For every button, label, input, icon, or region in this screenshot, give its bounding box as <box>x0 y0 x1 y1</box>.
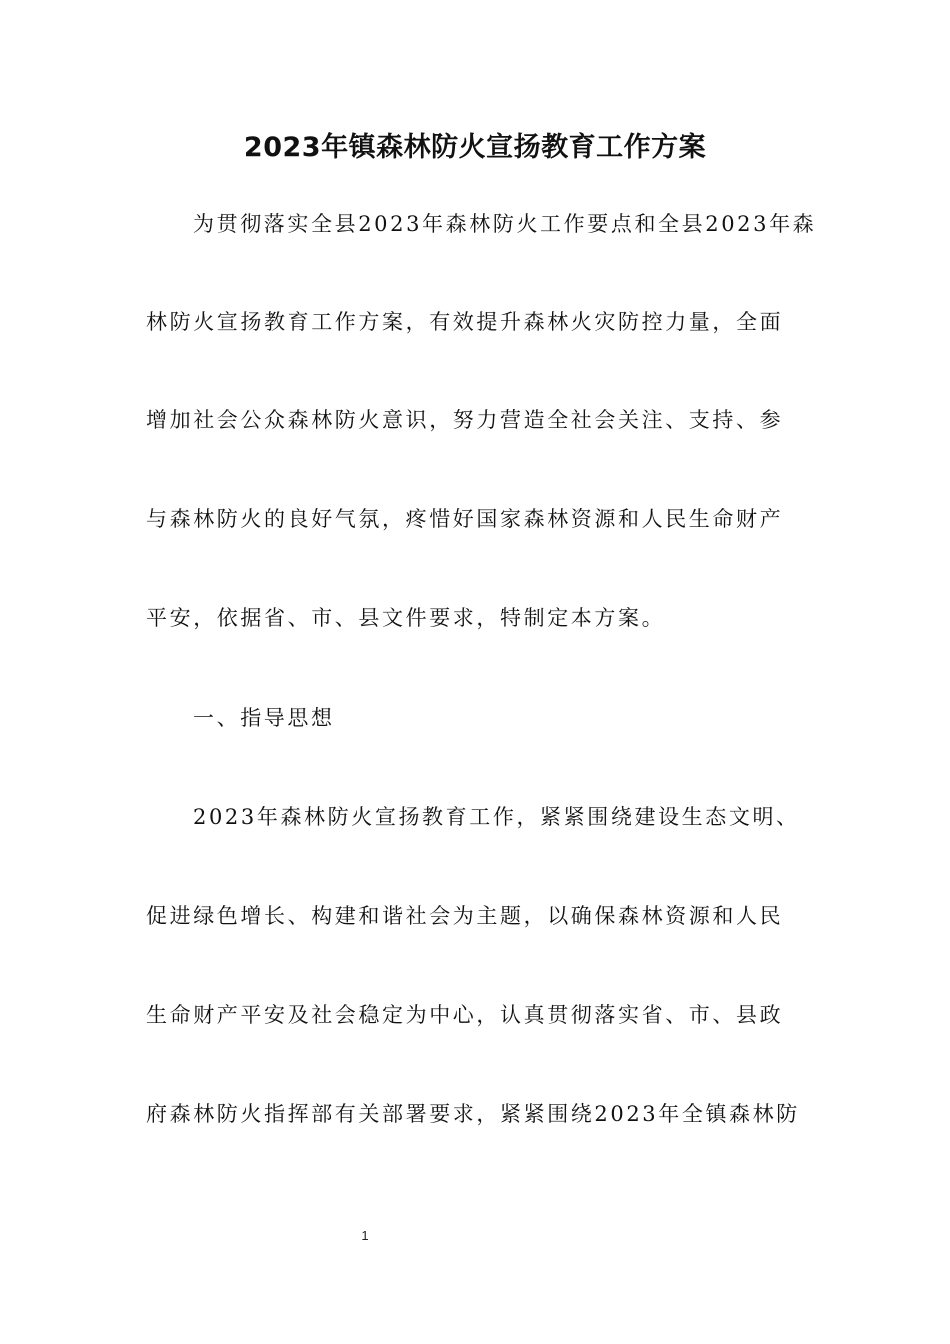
paragraph-line: 促进绿色增长、构建和谐社会为主题，以确保森林资源和人民 <box>146 904 784 928</box>
page-number: 1 <box>361 1228 369 1243</box>
paragraph-line: 平安，依据省、市、县文件要求，特制定本方案。 <box>146 606 666 630</box>
paragraph-line: 生命财产平安及社会稳定为中心，认真贯彻落实省、市、县政 <box>146 1003 784 1027</box>
paragraph-line: 府森林防火指挥部有关部署要求，紧紧围绕2023年全镇森林防 <box>146 1102 800 1126</box>
paragraph-line: 为贯彻落实全县2023年森林防火工作要点和全县2023年森 <box>193 212 817 236</box>
document-title: 2023年镇森林防火宣扬教育工作方案 <box>243 132 707 163</box>
paragraph-line: 与森林防火的良好气氛，疼惜好国家森林资源和人民生命财产 <box>146 507 784 531</box>
paragraph-line: 林防火宣扬教育工作方案，有效提升森林火灾防控力量，全面 <box>146 310 784 334</box>
section-heading: 一、指导思想 <box>193 706 335 730</box>
paragraph-line: 2023年森林防火宣扬教育工作，紧紧围绕建设生态文明、 <box>193 805 800 829</box>
paragraph-line: 增加社会公众森林防火意识，努力营造全社会关注、支持、参 <box>146 408 784 432</box>
